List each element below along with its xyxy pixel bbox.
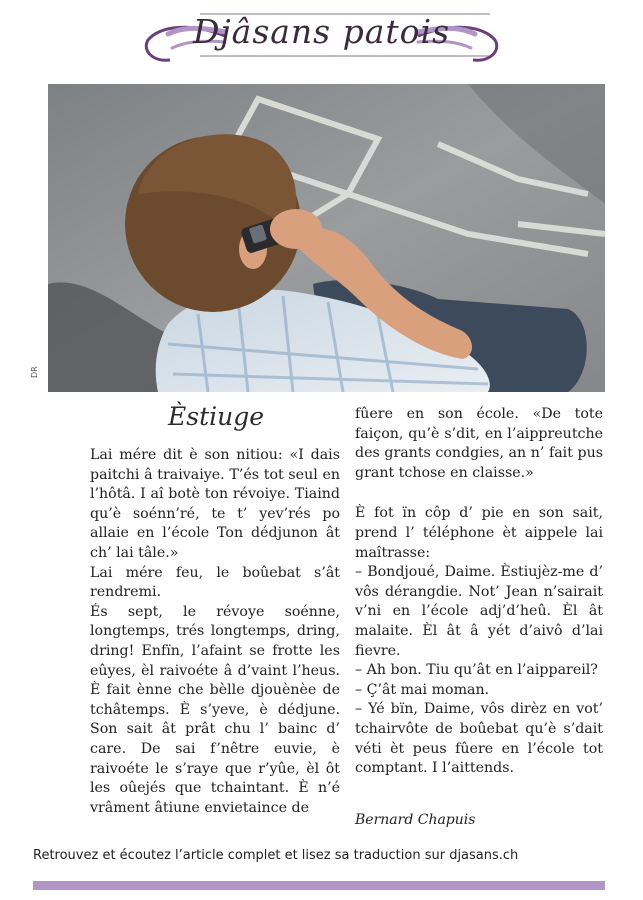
article-column-right — [355, 405, 603, 779]
column-continuation-space: fûere en son école. «De tote faiçon, qu’è s’dit, en l’aippreutche des grants condgies, an n’ fait pus grant tchose en claisse.» — [355, 406, 603, 481]
dialogue-line: – Ç’ât mai moman. — [355, 681, 490, 698]
paragraph: Lai mére dit è son nitiou: «I dais paitchi â traivaiye. T’és tot seul en l’hôtâ. I aî botè ton révoiye. Tiaind qu’è soénn’ré, te t’ yev’rés po allaie en l’école Ton dédjunon ât ch’ lai tâle.» — [90, 447, 340, 561]
article-column-left — [90, 446, 340, 818]
dialogue-line: – Yé bïn, Daime, vôs dirèz en vot’ tchairvôte de boûebat qu’è s’dait véti èt peus fûere en l’école tot comptant. I l’aittends. — [355, 701, 603, 777]
masthead — [0, 0, 643, 78]
masthead-title: Djâsans patois — [192, 12, 451, 51]
article-author: Bernard Chapuis — [355, 812, 476, 828]
article-title: Èstiuge — [167, 402, 265, 431]
footer-bar — [33, 881, 605, 890]
dialogue-line: – Bondjoué, Daime. Èstiujèz-me d’ vôs dérangdie. Not’ Jean n’sairait v’ni en l’école adj’d’heû. Èl ât malaite. Èl ât â yét d’aivô d’lai fievre. — [355, 564, 603, 659]
dialogue-line: – Ah bon. Tiu qu’ât en l’aippareil? — [355, 662, 598, 679]
paragraph: Lai mére feu, le boûebat s’ât rendremi. — [90, 564, 340, 601]
article-photo — [48, 84, 605, 392]
paragraph: È fot ïn côp d’ pie en son sait, prend l’ téléphone èt aippele lai maîtrasse: — [355, 505, 603, 561]
footer-link-text[interactable]: Retrouvez et écoutez l’article complet et lisez sa traduction sur djasans.ch — [33, 848, 519, 863]
paragraph: És sept, le révoye soénne, longtemps, trés longtemps, dring, dring! Enfïn, l’afaint se frotte les eûyes, èl raivoéte â d’vaint l’heus. È fait ènne che bèlle djouènèe de tchâtemps. È s’yeve, è dédjune. Son sait ât prât chu l’ bainc d’ care. De sai f’nêtre euvie, è raivoéte le s’raye que r’yûe, èl ôt les oûejés que tchaintant. È n’é vrâment âtiune envietaince de — [90, 603, 340, 816]
photo-credit: DR — [30, 366, 39, 378]
